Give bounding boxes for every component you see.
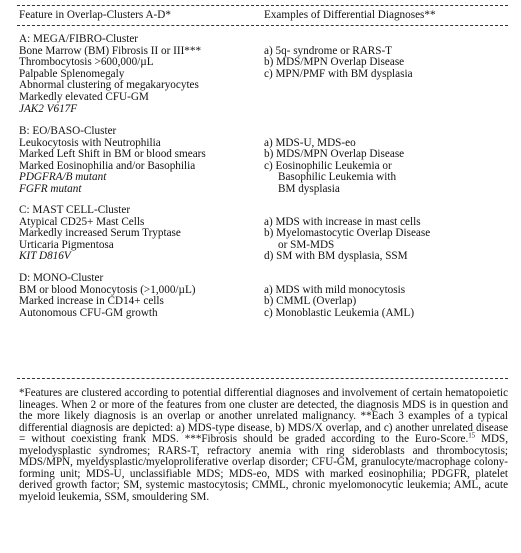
footnote-rule xyxy=(17,378,508,379)
diagnosis-item: or SM-MDS xyxy=(278,238,335,251)
table-footnote xyxy=(19,388,508,503)
cluster-title: A: MEGA/FIBRO-Cluster xyxy=(19,33,139,45)
feature-item: Abnormal clustering of megakaryocytes xyxy=(19,79,199,92)
feature-item: PDGFRA/B mutant xyxy=(19,171,107,184)
diagnosis-item: a) MDS-U, MDS-eo xyxy=(264,136,356,149)
diagnosis-item: a) MDS with increase in mast cells xyxy=(264,215,421,228)
diagnosis-item: d) SM with BM dysplasia, SSM xyxy=(264,250,408,263)
feature-item: BM or blood Monocytosis (>1,000/µL) xyxy=(19,283,196,296)
diagnosis-item: a) MDS with mild monocytosis xyxy=(264,283,406,296)
cluster-title: B: EO/BASO-Cluster xyxy=(19,125,117,137)
diagnosis-item: Basophilic Leukemia with xyxy=(278,171,397,184)
header-rule xyxy=(17,25,508,26)
feature-item: Urticaria Pigmentosa xyxy=(19,238,114,251)
diagnosis-item: BM dysplasia xyxy=(278,182,340,195)
cluster-title: C: MAST CELL-Cluster xyxy=(19,204,131,216)
feature-item: Marked Eosinophilia and/or Basophilia xyxy=(19,159,196,172)
cluster-d xyxy=(19,273,507,319)
diagnosis-item: b) MDS/MPN Overlap Disease xyxy=(264,56,405,69)
feature-item: Atypical CD25+ Mast Cells xyxy=(19,215,145,228)
feature-item: Autonomous CFU-GM growth xyxy=(19,306,158,319)
diagnosis-item: b) CMML (Overlap) xyxy=(264,295,357,308)
feature-item: Thrombocytosis >600,000/µL xyxy=(19,56,154,69)
feature-item: Leukocytosis with Neutrophilia xyxy=(19,136,161,149)
feature-item: Markedly increased Serum Tryptase xyxy=(19,227,181,240)
feature-item: Marked increase in CD14+ cells xyxy=(19,295,164,308)
diagnosis-item: c) Monoblastic Leukemia (AML) xyxy=(264,306,415,319)
feature-item: FGFR mutant xyxy=(19,182,82,195)
diagnosis-item: b) Myelomastocytic Overlap Disease xyxy=(264,227,431,240)
header-feature-column: Feature in Overlap-Clusters A-D* xyxy=(19,9,171,21)
feature-item: Markedly elevated CFU-GM xyxy=(19,90,149,103)
diagnosis-item: b) MDS/MPN Overlap Disease xyxy=(264,148,405,161)
diagnosis-item: c) Eosinophilic Leukemia or xyxy=(264,159,392,172)
feature-item: Marked Left Shift in BM or blood smears xyxy=(19,148,206,161)
top-rule xyxy=(17,5,508,6)
footnote-text: *Features are clustered according to potential differential diagnoses and involvement of certain hematopoietic lineages. When 2 or more of the features from one cluster are detected, the diagnosis MDS is in question and the more likely diagnosis is an overlap or another unrelated malignancy. **Each 3 examples of a typical differential diagnosis are depicted: a) MDS-type disease, b) MDS/X overlap, and c) another unrelated disease = without coexisting frank MDS. ***Fibrosis should be graded according to the Euro-Score. xyxy=(19,387,508,446)
cluster-title: D: MONO-Cluster xyxy=(19,272,104,284)
reference-number: 15 xyxy=(468,431,476,440)
feature-item: JAK2 V617F xyxy=(19,102,78,115)
cluster-a xyxy=(19,34,507,115)
cluster-c xyxy=(19,205,507,263)
feature-item: Palpable Splenomegaly xyxy=(19,67,125,80)
header-diagnoses-column: Examples of Differential Diagnoses** xyxy=(264,9,436,21)
diagnosis-item: a) 5q- syndrome or RARS-T xyxy=(264,44,393,57)
cluster-b xyxy=(19,126,507,196)
feature-item: KIT D816V xyxy=(19,250,71,263)
footnote-abbreviations: MDS, myelodysplastic syndromes; RARS-T, refractory anemia with ring sideroblasts and thrombocytosis; MDS/MPN, myeldysplastic/myeloproliferative overlap disorder; CFU-GM, granulocyte/macrophage colony-forming unit; MDS-U, unclassifiable MDS; MDS-eo, MDS with marked eosinophilia; PDGFR, platelet derived growth factor; SM, systemic mastocytosis; CMML, chronic myelomonocytic leukemia; AML, acute myeloid leukemia, SSM, smouldering SM. xyxy=(19,433,509,503)
diagnosis-item: c) MPN/PMF with BM dysplasia xyxy=(264,67,413,80)
feature-item: Bone Marrow (BM) Fibrosis II or III*** xyxy=(19,44,202,57)
